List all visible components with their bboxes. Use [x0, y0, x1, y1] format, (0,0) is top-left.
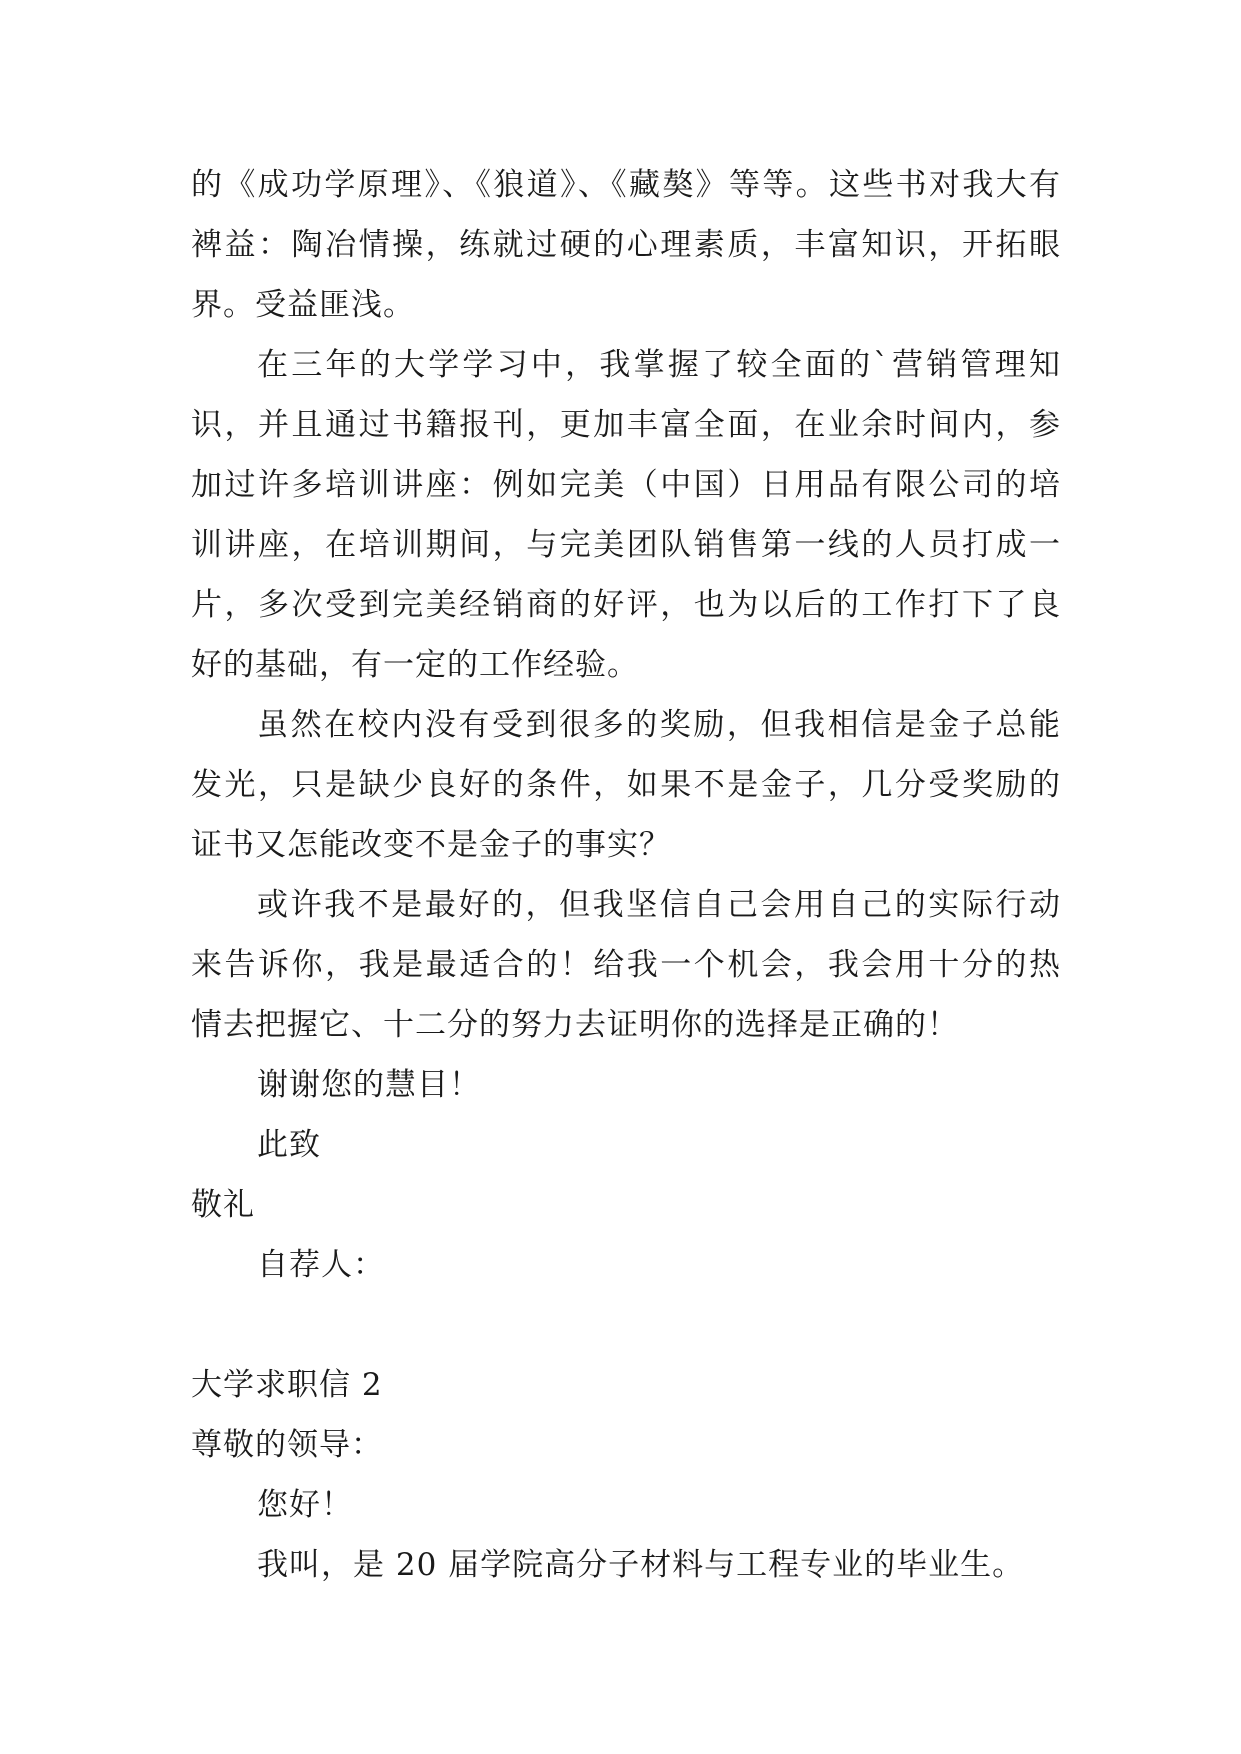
thanks-line: 谢谢您的慧目！ — [257, 1067, 481, 1103]
text-line: 训讲座，在培训期间，与完美团队销售第一线的人员打成一 — [191, 527, 1061, 563]
closing-salutation: 此致 — [257, 1127, 321, 1163]
closing-regards: 敬礼 — [191, 1187, 255, 1223]
text-line: 的《成功学原理》、《狼道》、《藏獒》等等。这些书对我大有 — [191, 167, 1061, 203]
greeting-recipient: 尊敬的领导： — [191, 1427, 383, 1463]
text-line: 证书又怎能改变不是金子的事实？ — [191, 827, 671, 863]
paragraph-confidence — [191, 875, 1061, 1055]
text-line: 识，并且通过书籍报刊，更加丰富全面，在业余时间内，参 — [191, 407, 1061, 443]
paragraph-awards — [191, 695, 1061, 875]
letter-body — [191, 155, 1061, 1595]
text-line: 在三年的大学学习中，我掌握了较全面的`营销管理知 — [257, 347, 1061, 383]
text-line: 裨益：陶冶情操，练就过硬的心理素质，丰富知识，开拓眼 — [191, 227, 1061, 263]
text-line: 界。受益匪浅。 — [191, 287, 415, 323]
text-line: 或许我不是最好的，但我坚信自己会用自己的实际行动 — [257, 887, 1061, 923]
intro-line: 我叫，是 20 届学院高分子材料与工程专业的毕业生。 — [257, 1547, 1025, 1583]
section-gap — [191, 1295, 1061, 1355]
text-line: 发光，只是缺少良好的条件，如果不是金子，几分受奖励的 — [191, 767, 1061, 803]
text-line: 加过许多培训讲座：例如完美（中国）日用品有限公司的培 — [191, 467, 1061, 503]
signature-line: 自荐人： — [257, 1247, 385, 1283]
paragraph-reading — [191, 155, 1061, 335]
paragraph-study — [191, 335, 1061, 695]
text-line: 好的基础，有一定的工作经验。 — [191, 647, 639, 683]
greeting-hello: 您好！ — [257, 1487, 353, 1523]
text-line: 情去把握它、十二分的努力去证明你的选择是正确的！ — [191, 1007, 959, 1043]
text-line: 片，多次受到完美经销商的好评，也为以后的工作打下了良 — [191, 587, 1061, 623]
section-title: 大学求职信 2 — [191, 1367, 383, 1403]
text-line: 来告诉你，我是最适合的！给我一个机会，我会用十分的热 — [191, 947, 1061, 983]
text-line: 虽然在校内没有受到很多的奖励，但我相信是金子总能 — [257, 707, 1061, 743]
